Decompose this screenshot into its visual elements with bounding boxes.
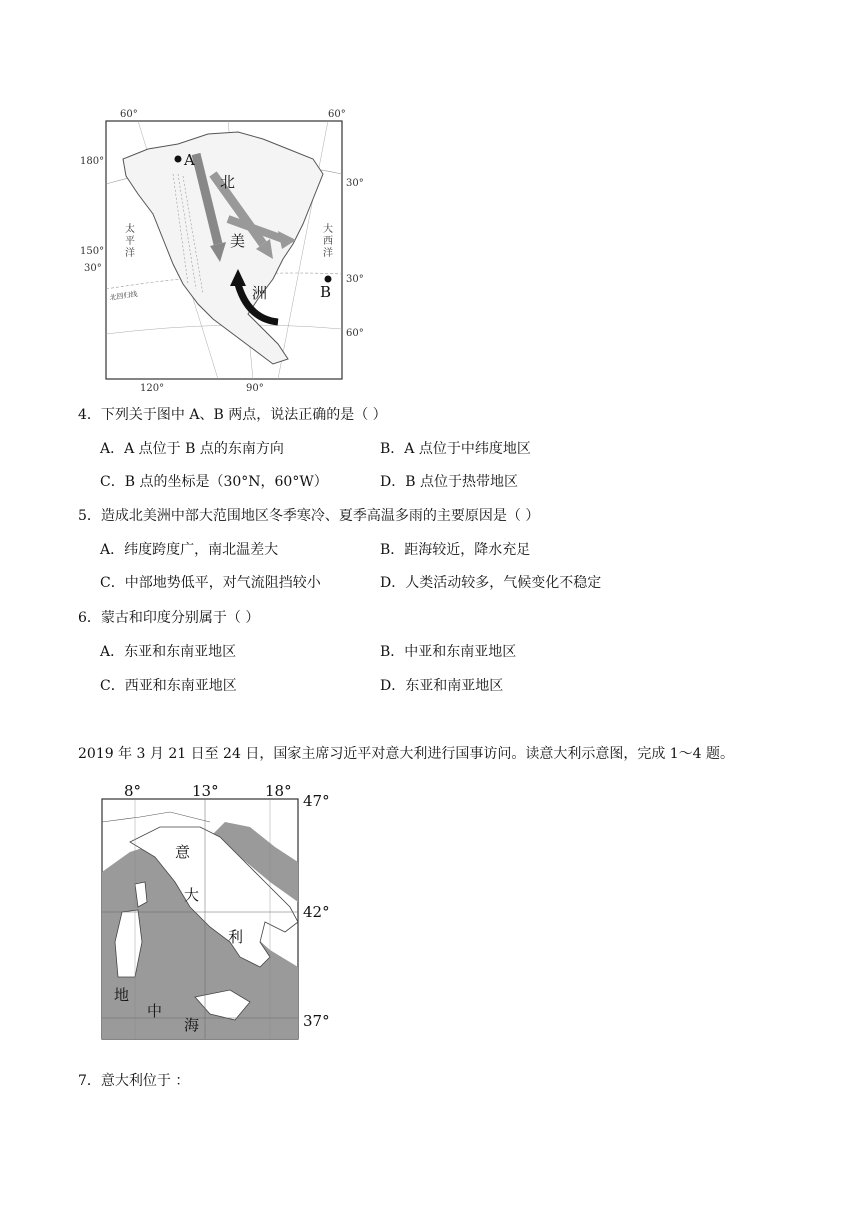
atlantic-char: 洋 bbox=[323, 248, 333, 259]
continent-char: 北 bbox=[220, 173, 236, 191]
q5-option-d[interactable]: D．人类活动较多，气候变化不稳定 bbox=[380, 575, 602, 591]
q5-option-c[interactable]: C．中部地势低平，对气流阻挡较小 bbox=[100, 575, 321, 591]
q4-option-d[interactable]: D．B 点位于热带地区 bbox=[380, 474, 518, 490]
point-a-label: A bbox=[184, 151, 195, 169]
lon-label: 60° bbox=[328, 109, 346, 120]
lon-label: 18° bbox=[265, 782, 292, 800]
lat-label: 42° bbox=[303, 903, 330, 921]
lon-label: 90° bbox=[246, 383, 264, 394]
lon-label: 60° bbox=[120, 109, 138, 120]
country-char: 利 bbox=[228, 928, 244, 946]
lat-label: 180° bbox=[80, 156, 105, 167]
question-4-stem: 4．下列关于图中 A、B 两点，说法正确的是（ ） bbox=[78, 407, 387, 423]
country-char: 意 bbox=[175, 843, 191, 861]
lat-label: 60° bbox=[346, 328, 364, 339]
sea-char: 地 bbox=[114, 986, 130, 1004]
pacific-char: 太 bbox=[125, 224, 135, 235]
atlantic-char: 大 bbox=[323, 224, 333, 235]
q4-option-c[interactable]: C．B 点的坐标是（30°N，60°W） bbox=[100, 474, 328, 490]
lon-label: 13° bbox=[192, 782, 219, 800]
lat-label: 30° bbox=[346, 178, 364, 189]
q6-option-a[interactable]: A．东亚和东南亚地区 bbox=[100, 644, 237, 660]
north-america-map bbox=[78, 104, 378, 394]
lon-label: 8° bbox=[124, 782, 142, 800]
tropic-label: 北回归线 bbox=[109, 290, 139, 302]
question-7-stem: 7．意大利位于 ： bbox=[78, 1073, 190, 1089]
q4-option-a[interactable]: A．A 点位于 B 点的东南方向 bbox=[100, 441, 284, 457]
lat-label: 150° bbox=[80, 246, 105, 257]
italy-map bbox=[100, 782, 340, 1047]
question-6-stem: 6．蒙古和印度分别属于（ ） bbox=[78, 610, 260, 626]
sea-char: 海 bbox=[184, 1016, 200, 1034]
q6-option-c[interactable]: C．西亚和东南亚地区 bbox=[100, 678, 237, 694]
q5-option-b[interactable]: B．距海较近，降水充足 bbox=[380, 542, 531, 558]
lat-label: 30° bbox=[346, 274, 364, 285]
q5-option-a[interactable]: A．纬度跨度广，南北温差大 bbox=[100, 542, 279, 558]
question-5-stem: 5．造成北美洲中部大范围地区冬季寒冷、夏季高温多雨的主要原因是（ ） bbox=[78, 508, 540, 524]
atlantic-char: 西 bbox=[323, 236, 333, 247]
q4-option-b[interactable]: B．A 点位于中纬度地区 bbox=[380, 441, 531, 457]
lat-label: 30° bbox=[84, 263, 102, 274]
passage-text: 2019 年 3 月 21 日至 24 日，国家主席习近平对意大利进行国事访问。读意大利示意图，完成 1～4 题。 bbox=[78, 746, 735, 762]
q6-option-b[interactable]: B．中亚和东南亚地区 bbox=[380, 644, 517, 660]
q6-option-d[interactable]: D．东亚和南亚地区 bbox=[380, 678, 504, 694]
continent-char: 美 bbox=[230, 232, 246, 250]
country-char: 大 bbox=[184, 886, 200, 904]
lon-label: 120° bbox=[140, 383, 165, 394]
lat-label: 47° bbox=[303, 792, 330, 810]
point-b-label: B bbox=[320, 283, 332, 301]
lat-label: 37° bbox=[303, 1012, 330, 1030]
pacific-char: 洋 bbox=[125, 248, 135, 259]
continent-char: 洲 bbox=[252, 284, 268, 302]
sea-char: 中 bbox=[147, 1002, 163, 1020]
pacific-char: 平 bbox=[125, 236, 135, 247]
